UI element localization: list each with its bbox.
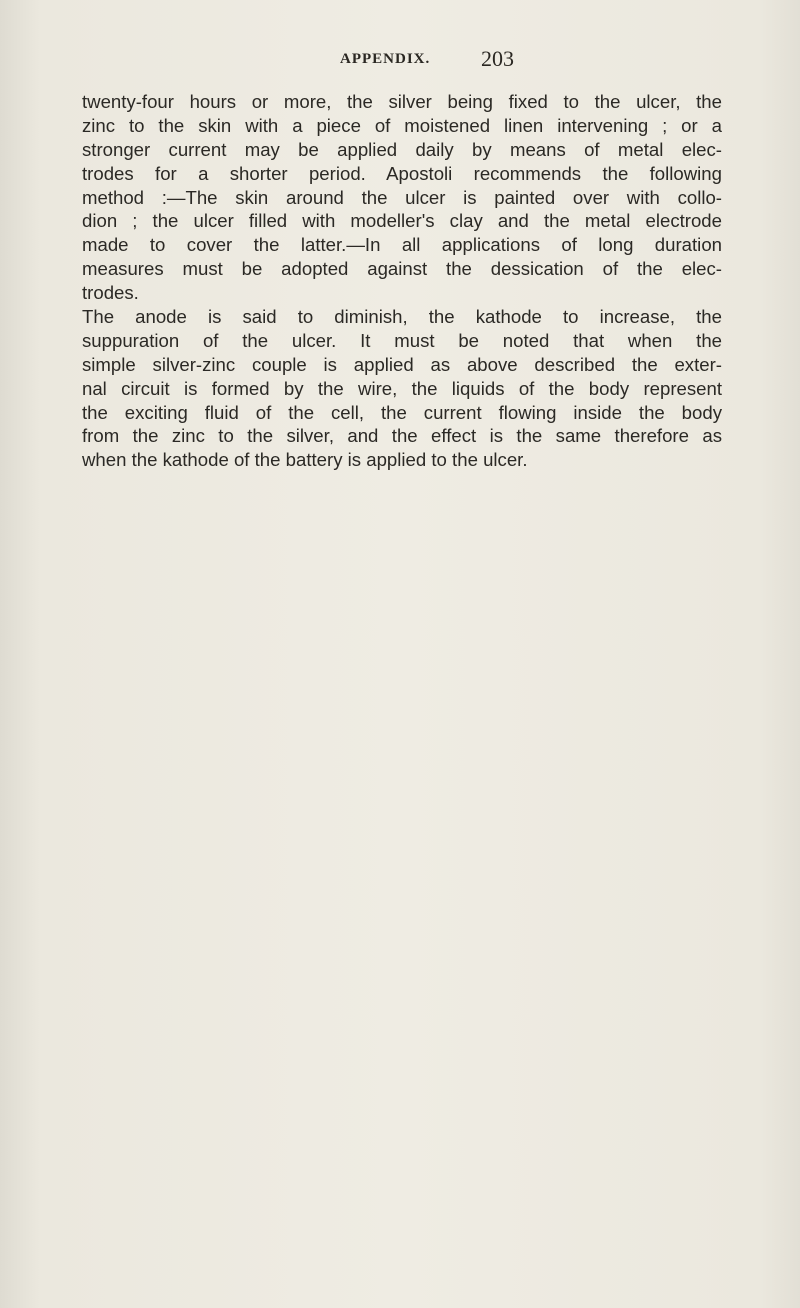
text-line: The anode is said to diminish, the kathode to increase, the xyxy=(82,306,722,328)
page-number: 203 xyxy=(481,46,514,71)
text-line: stronger current may be applied daily by means of metal elec- xyxy=(82,138,722,160)
running-head: APPENDIX. xyxy=(340,51,431,67)
body-text xyxy=(82,90,722,472)
text-line: from the zinc to the silver, and the effect is the same therefore as xyxy=(82,425,722,447)
text-line: dion ; the ulcer filled with modeller's clay and the metal electrode xyxy=(82,210,722,232)
text-line: method :—The skin around the ulcer is painted over with collo- xyxy=(82,186,722,208)
text-line: simple silver-zinc couple is applied as above described the exter- xyxy=(82,353,722,375)
page-header xyxy=(0,48,800,76)
text-line: measures must be adopted against the dessication of the elec- xyxy=(82,258,722,280)
text-line: suppuration of the ulcer. It must be noted that when the xyxy=(82,329,722,351)
text-line: the exciting fluid of the cell, the current flowing inside the body xyxy=(82,401,722,423)
text-line: when the kathode of the battery is applied to the ulcer. xyxy=(82,449,528,471)
text-line: made to cover the latter.—In all applications of long duration xyxy=(82,234,722,256)
text-line: nal circuit is formed by the wire, the liquids of the body represent xyxy=(82,377,722,399)
text-line: trodes for a shorter period. Apostoli recommends the following xyxy=(82,162,722,184)
text-line: zinc to the skin with a piece of moistened linen intervening ; or a xyxy=(82,114,722,136)
text-line: twenty-four hours or more, the silver being fixed to the ulcer, the xyxy=(82,91,722,112)
text-line: trodes. xyxy=(82,282,139,304)
